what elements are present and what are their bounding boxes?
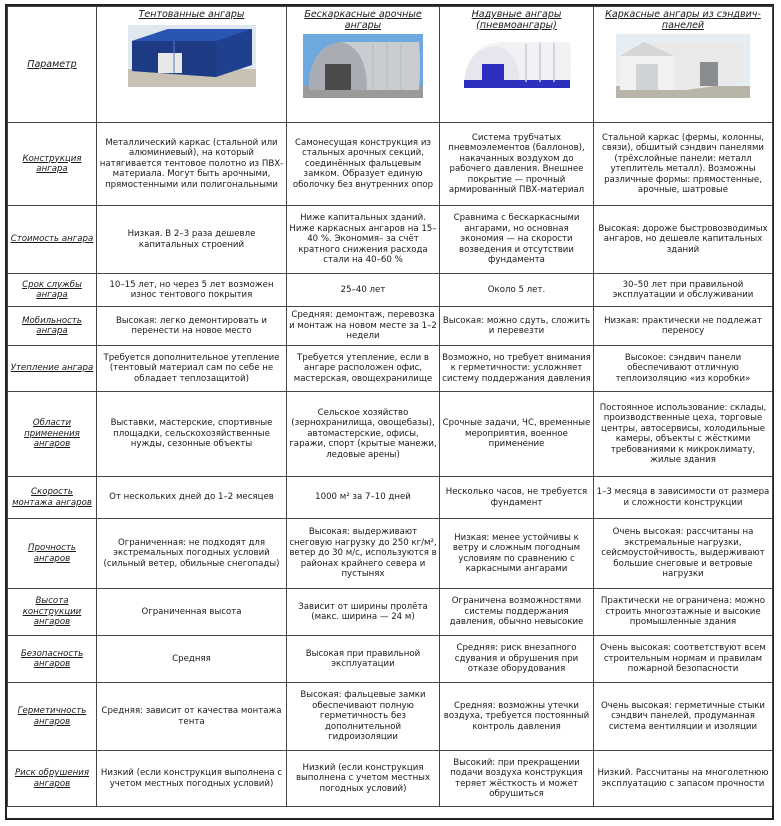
table-cell: Очень высокая: рассчитаны на экстремальные нагрузки, сейсмоустойчивость, выдерживают большие снеговые и ветровые нагрузки [594,519,773,589]
table-cell: Средняя [97,636,287,683]
table-row [8,346,773,392]
table-cell: Ниже капитальных зданий. Ниже каркасных ангаров на 15–40 %. Экономия– за счёт кратного снижения расхода стали на 40–60 % [287,206,440,274]
table-cell: Зависит от ширины пролёта (макс. ширина — 24 м) [287,589,440,636]
table-row [8,123,773,206]
table-cell: Низкая. В 2–3 раза дешевле капитальных строений [97,206,287,274]
table-cell: Сельское хозяйство (зернохранилища, овощебазы), автомастерские, офисы, гаражи, спорт (крытые манежи, ледовые арены) [287,392,440,477]
col-header-label: Каркасные ангары из сэндвич-панелей [605,9,761,31]
col-header-label: Бескаркасные арочные ангары [304,9,422,31]
sandwich-panel-hangar-image [616,34,750,98]
table-cell: Постоянное использование: склады, производственные цеха, торговые центры, автосервисы, холодильные камеры, объекты с жёсткими требованиями к микроклимату, жилые здания [594,392,773,477]
comparison-table-frame [5,4,774,820]
table-cell: Средняя: зависит от качества монтажа тента [97,683,287,751]
table-row [8,392,773,477]
param-label: Герметичность ангаров [8,683,97,751]
table-cell: Высокая: дороже быстровозводимых ангаров, но дешевле капитальных зданий [594,206,773,274]
table-row [8,519,773,589]
table-row [8,683,773,751]
table-cell: 1000 м² за 7–10 дней [287,477,440,519]
table-cell: Высокая: легко демонтировать и перенести на новое место [97,307,287,346]
table-cell: От нескольких дней до 1–2 месяцев [97,477,287,519]
col-header-inflatable [440,7,594,123]
table-cell: Высокий: при прекращении подачи воздуха конструкция теряет жёсткость и может обрушиться [440,751,594,807]
col-header-label: Надувные ангары (пневмоангары) [471,9,562,31]
header-row [8,7,773,123]
table-cell: 1–3 месяца в зависимости от размера и сложности конструкции [594,477,773,519]
table-cell: Очень высокая: соответствуют всем строительным нормам и правилам пожарной безопасности [594,636,773,683]
table-cell: Средняя: риск внезапного сдувания и обрушения при отказе оборудования [440,636,594,683]
table-cell: Низкая: практически не подлежат переносу [594,307,773,346]
param-header: Параметр [8,7,97,123]
table-cell: Практически не ограничена: можно строить многоэтажные и высокие промышленные здания [594,589,773,636]
table-cell: Требуется дополнительное утепление (тентовый материал сам по себе не обладает теплозащитой) [97,346,287,392]
param-label: Риск обрушения ангаров [8,751,97,807]
table-cell: Несколько часов, не требуется фундамент [440,477,594,519]
table-row [8,477,773,519]
param-label: Стоимость ангара [8,206,97,274]
table-cell: Высокая: фальцевые замки обеспечивают полную герметичность без дополнительной гидроизоляции [287,683,440,751]
table-cell: 10–15 лет, но через 5 лет возможен износ тентового покрытия [97,274,287,307]
table-cell: Стальной каркас (фермы, колонны, связи), обшитый сэндвич панелями (трёхслойные панели: металл утеплитель металл). Возможны различные формы: прямостенные, арочные, шатровые [594,123,773,206]
table-cell: Средняя: возможны утечки воздуха, требуется постоянный контроль давления [440,683,594,751]
table-cell: Возможно, но требует внимания к герметичности: усложняет систему поддержания давления [440,346,594,392]
table-cell: Система трубчатых пневмоэлементов (баллонов), накачанных воздухом до рабочего давления. Внешнее покрытие — прочный армированный ПВХ-материал [440,123,594,206]
frameless-arch-hangar-image [303,34,423,98]
table-cell: Высокое: сэндвич панели обеспечивают отличную теплоизоляцию «из коробки» [594,346,773,392]
param-label: Конструкция ангара [8,123,97,206]
table-cell: 30–50 лет при правильной эксплуатации и обслуживании [594,274,773,307]
table-cell: Высокая при правильной эксплуатации [287,636,440,683]
table-row [8,206,773,274]
table-cell: Низкий (если конструкция выполнена с учетом местных погодных условий) [287,751,440,807]
table-cell: Требуется утепление, если в ангаре расположен офис, мастерская, овощехранилище [287,346,440,392]
col-header-label: Тентованные ангары [138,9,245,20]
table-cell: Ограниченная: не подходят для экстремальных погодных условий (сильный ветер, обильные снегопады) [97,519,287,589]
table-cell: Низкий. Рассчитаны на многолетнюю эксплуатацию с запасом прочности [594,751,773,807]
tent-hangar-image [128,24,256,88]
param-label: Области применения ангаров [8,392,97,477]
table-cell: Около 5 лет. [440,274,594,307]
table-row [8,636,773,683]
table-cell: Металлический каркас (стальной или алюминиевый), на который натягивается тентовое полотно из ПВХ-материала. Могут быть арочными, прямостенными или полигональными [97,123,287,206]
col-header-frameless [287,7,440,123]
table-cell: Ограниченная высота [97,589,287,636]
col-header-tent [97,7,287,123]
table-cell: Высокая: можно сдуть, сложить и перевезти [440,307,594,346]
table-cell: Выставки, мастерские, спортивные площадки, сельскохозяйственные нужды, сезонные объекты [97,392,287,477]
param-label: Утепление ангара [8,346,97,392]
col-header-sandwich [594,7,773,123]
table-cell: Сравнима с бескаркасными ангарами, но основная экономия — на скорости возведения и отсутствии фундамента [440,206,594,274]
table-cell: Средняя: демонтаж, перевозка и монтаж на новом месте за 1–2 недели [287,307,440,346]
table-cell: Ограничена возможностями системы поддержания давления, обычно невысокие [440,589,594,636]
table-row [8,307,773,346]
hangar-comparison-table [7,6,773,807]
table-cell: Высокая: выдерживают снеговую нагрузку до 250 кг/м², ветер до 30 м/с, используются в районах крайнего севера и пустынях [287,519,440,589]
param-label: Мобильность ангара [8,307,97,346]
table-cell: Низкая: менее устойчивы к ветру и сложным погодным условиям по сравнению с каркасными ангарами [440,519,594,589]
table-row [8,274,773,307]
table-cell: Самонесущая конструкция из стальных арочных секций, соединённых фальцевым замком. Образует единую оболочку без внутренних опор [287,123,440,206]
inflatable-hangar-image [460,34,574,98]
table-cell: Низкий (если конструкция выполнена с учетом местных погодных условий) [97,751,287,807]
param-label: Высота конструкции ангаров [8,589,97,636]
table-cell: Срочные задачи, ЧС, временные мероприятия, военное применение [440,392,594,477]
param-label: Прочность ангаров [8,519,97,589]
table-row [8,751,773,807]
table-cell: 25–40 лет [287,274,440,307]
table-cell: Очень высокая: герметичные стыки сэндвич панелей, продуманная система вентиляции и изоляции [594,683,773,751]
param-label: Срок службы ангара [8,274,97,307]
param-label: Безопасность ангаров [8,636,97,683]
table-row [8,589,773,636]
param-label: Скорость монтажа ангаров [8,477,97,519]
